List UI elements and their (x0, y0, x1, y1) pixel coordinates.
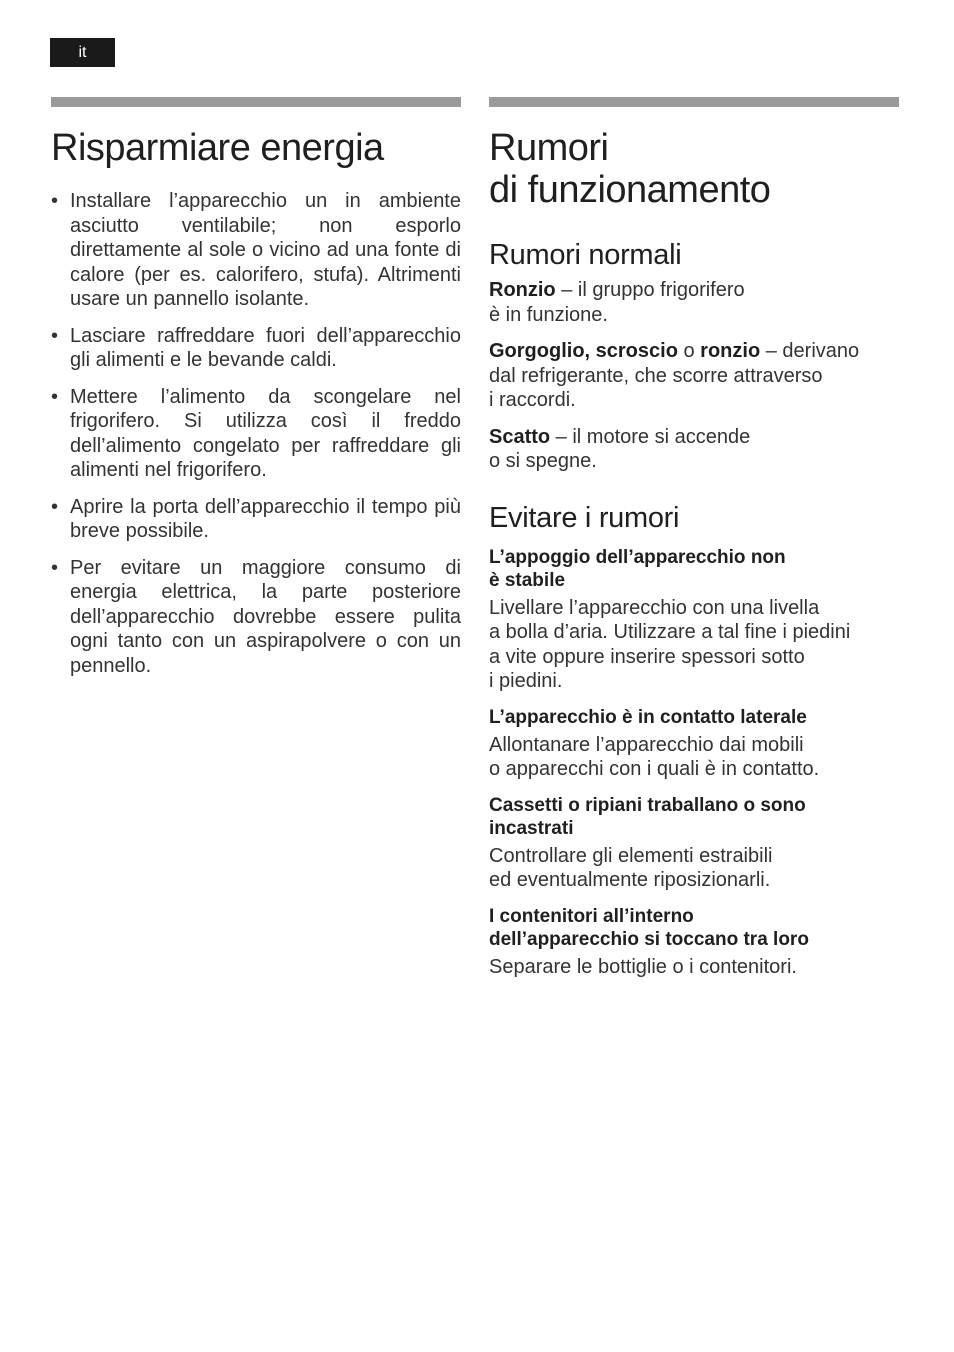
section-rule (489, 97, 899, 107)
noise-description: Gorgoglio, scroscio o ronzio – derivano dal refrigerante, che scorre attraverso i raccordi. (489, 340, 860, 411)
problem-heading: L’appoggio dell’apparecchio non è stabile (489, 546, 786, 591)
solution-text: Allontanare l’apparecchio dai mobili o apparecchi con i quali è in contatto. (489, 733, 820, 780)
list-item: • Lasciare raffreddare fuori dell’apparecchio gli alimenti e le bevande caldi. (51, 324, 461, 371)
energy-saving-section (51, 97, 461, 690)
problem-heading: Cassetti o ripiani traballano o sono incastrati (489, 794, 806, 839)
section-rule (51, 97, 461, 107)
noise-description: Ronzio – il gruppo frigorifero è in funzione. (489, 279, 745, 326)
solution-text: Controllare gli elementi estraibili ed eventualmente riposizionarli. (489, 844, 773, 891)
solution-text: Separare le bottiglie o i contenitori. (489, 955, 797, 978)
solution-text: Livellare l’apparecchio con una livella a bolla d’aria. Utilizzare a tal fine i piedini a vite oppure inserire spessori sotto i piedini. (489, 596, 851, 692)
avoid-noises-heading: Evitare i rumori (489, 501, 680, 534)
list-item: • Per evitare un maggiore consumo di energia elettrica, la parte posteriore dell’apparecchio dovrebbe essere pulita ogni tanto con un aspirapolvere o con un pennello. (51, 556, 461, 677)
section-title: Rumori di funzionamento (489, 127, 771, 211)
problem-heading: I contenitori all’interno dell’apparecchio si toccano tra loro (489, 905, 809, 950)
language-tag: it (50, 38, 115, 67)
noise-description: Scatto – il motore si accende o si spegne. (489, 425, 751, 472)
normal-noises-heading: Rumori normali (489, 239, 682, 271)
operating-noises-section (489, 97, 899, 979)
list-item: • Aprire la porta dell’apparecchio il tempo più breve possibile. (51, 495, 461, 542)
energy-tips-list (51, 189, 461, 678)
problem-heading: L’apparecchio è in contatto laterale (489, 706, 807, 728)
list-item: • Mettere l’alimento da scongelare nel frigorifero. Si utilizza così il freddo dell’alimento congelato per raffreddare gli alimenti nel frigorifero. (51, 385, 461, 481)
section-title: Risparmiare energia (51, 127, 384, 169)
list-item: • Installare l’apparecchio un in ambiente asciutto ventilabile; non esporlo direttamente al sole o vicino ad una fonte di calore (per es. calorifero, stufa). Altrimenti usare un pannello isolante. (51, 190, 461, 310)
